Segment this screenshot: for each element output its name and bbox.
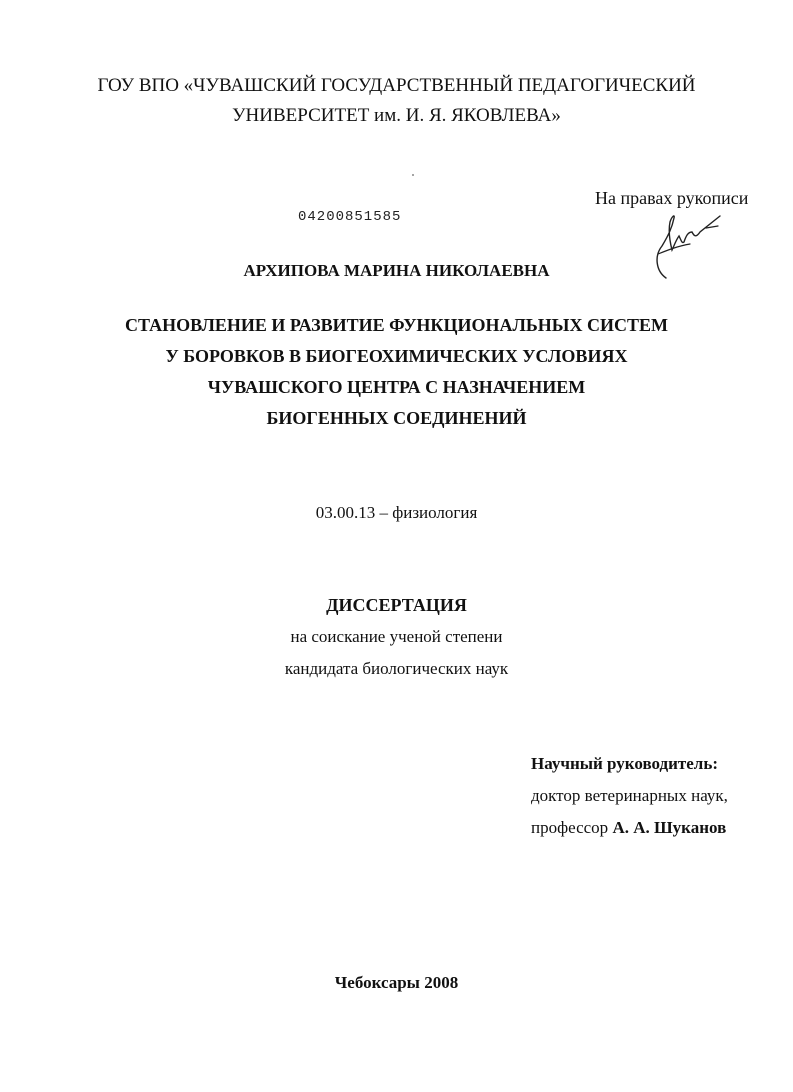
rights-notice: На правах рукописи: [595, 188, 749, 208]
dissertation-line-1: на соискание ученой степени: [290, 627, 503, 646]
institution-line-2: УНИВЕРСИТЕТ им. И. Я. ЯКОВЛЕВА»: [232, 105, 561, 126]
title-line-1: СТАНОВЛЕНИЕ И РАЗВИТИЕ ФУНКЦИОНАЛЬНЫХ СИСТЕМ: [125, 315, 668, 335]
author-name: АРХИПОВА МАРИНА НИКОЛАЕВНА: [243, 261, 550, 280]
supervisor-label: Научный руководитель:: [531, 754, 718, 773]
supervisor-name-line: [531, 818, 726, 838]
specialty-code: 03.00.13 – физиология: [315, 503, 478, 522]
dissertation-heading: ДИССЕРТАЦИЯ: [326, 595, 467, 615]
supervisor-degree: доктор ветеринарных наук,: [531, 786, 728, 805]
dissertation-line-2: кандидата биологических наук: [284, 659, 509, 678]
title-line-3: ЧУВАШСКОГО ЦЕНТРА С НАЗНАЧЕНИЕМ: [207, 377, 586, 397]
title-line-2: У БОРОВКОВ В БИОГЕОХИМИЧЕСКИХ УСЛОВИЯХ: [165, 346, 628, 366]
catalog-code: 04200851585: [298, 209, 402, 225]
city-year: Чебоксары 2008: [334, 973, 459, 992]
institution-line-1: ГОУ ВПО «ЧУВАШСКИЙ ГОСУДАРСТВЕННЫЙ ПЕДАГОГИЧЕСКИЙ: [97, 75, 696, 96]
title-line-4: БИОГЕННЫХ СОЕДИНЕНИЙ: [266, 408, 527, 428]
supervisor-title: профессор: [531, 818, 609, 837]
scan-speck: [412, 174, 414, 176]
supervisor-name: А. А. Шуканов: [612, 818, 727, 837]
